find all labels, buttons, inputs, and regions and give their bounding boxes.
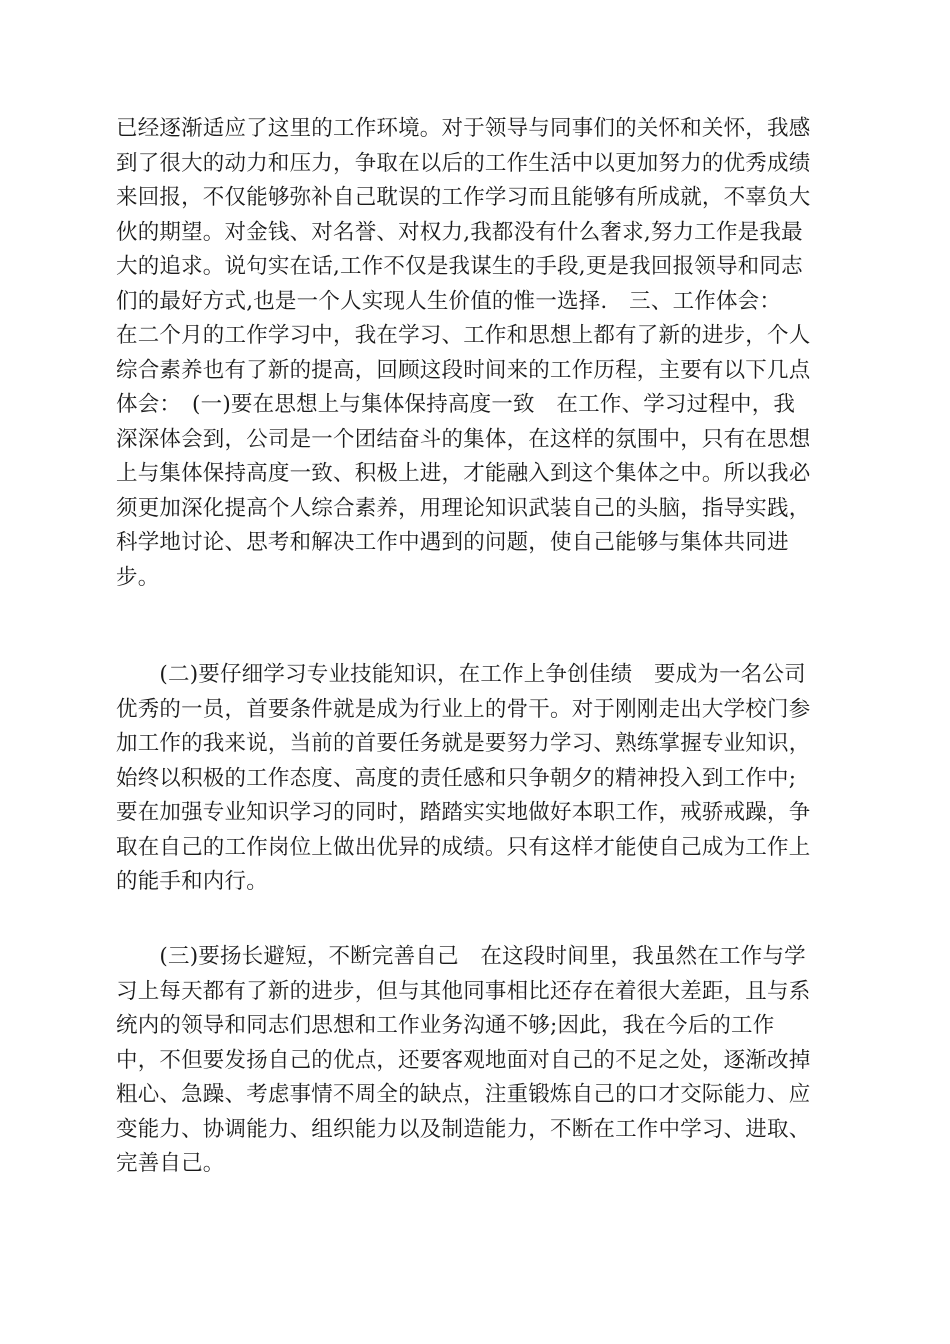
- text-line: 伙的期望。对金钱、对名誉、对权力,我都没有什么奢求,努力工作是我最: [116, 219, 803, 245]
- text-line: (二)要仔细学习专业技能知识，在工作上争创佳绩 要成为一名公司: [116, 662, 806, 687]
- text-line: 中，不但要发扬自己的优点，还要客观地面对自己的不足之处，逐渐改掉: [116, 1047, 811, 1073]
- paragraph-point-three: [116, 940, 836, 1182]
- paragraph-point-two: [116, 658, 836, 900]
- text-line: 大的追求。说句实在话,工作不仅是我谋生的手段,更是我回报领导和同志: [116, 254, 803, 279]
- text-line: 深深体会到，公司是一个团结奋斗的集体，在这样的氛围中，只有在思想: [116, 426, 811, 452]
- text-line: 来回报，不仅能够弥补自己耽误的工作学习而且能够有所成就，不辜负大: [116, 185, 811, 210]
- text-line: 已经逐渐适应了这里的工作环境。对于领导与同事们的关怀和关怀，我感: [116, 116, 811, 141]
- text-line: 上与集体保持高度一致、积极上进，才能融入到这个集体之中。所以我必: [116, 461, 811, 486]
- text-line: 统内的领导和同志们思想和工作业务沟通不够;因此，我在今后的工作: [116, 1013, 775, 1038]
- text-line: 综合素养也有了新的提高，回顾这段时间来的工作历程，主要有以下几点: [116, 357, 811, 383]
- text-line: 取在自己的工作岗位上做出优异的成绩。只有这样才能使自己成为工作上: [116, 834, 811, 860]
- text-line: 优秀的一员，首要条件就是成为行业上的骨干。对于刚刚走出大学校门参: [116, 696, 811, 722]
- text-line: 的能手和内行。: [116, 869, 268, 894]
- paragraph-work-experience: [116, 112, 836, 595]
- text-line: 要在加强专业知识学习的同时，踏踏实实地做好本职工作，戒骄戒躁，争: [116, 800, 811, 825]
- text-line: 变能力、协调能力、组织能力以及制造能力，不断在工作中学习、进取、: [116, 1116, 811, 1142]
- text-line: 粗心、急躁、考虑事情不周全的缺点，注重锻炼自己的口才交际能力、应: [116, 1082, 811, 1107]
- text-line: 们的最好方式,也是一个人实现人生价值的惟一选择. 三、工作体会：: [116, 288, 782, 314]
- text-line: 习上每天都有了新的进步，但与其他同事相比还存在着很大差距，且与系: [116, 978, 811, 1004]
- text-line: 到了很大的动力和压力，争取在以后的工作生活中以更加努力的优秀成绩: [116, 150, 811, 176]
- text-line: 科学地讨论、思考和解决工作中遇到的问题，使自己能够与集体共同进: [116, 530, 789, 555]
- text-line: 完善自己。: [116, 1151, 225, 1176]
- text-line: 步。: [116, 564, 160, 590]
- text-line: 加工作的我来说，当前的首要任务就是要努力学习、熟练掌握专业知识，: [116, 731, 811, 756]
- text-line: 在二个月的工作学习中，我在学习、工作和思想上都有了新的进步，个人: [116, 323, 811, 348]
- text-line: 须更加深化提高个人综合素养，用理论知识武装自己的头脑，指导实践，: [116, 495, 811, 521]
- text-line: 体会： (一)要在思想上与集体保持高度一致 在工作、学习过程中，我: [116, 392, 796, 417]
- text-line: 始终以积极的工作态度、高度的责任感和只争朝夕的精神投入到工作中;: [116, 765, 797, 791]
- text-line: (三)要扬长避短，不断完善自己 在这段时间里，我虽然在工作与学: [116, 944, 806, 969]
